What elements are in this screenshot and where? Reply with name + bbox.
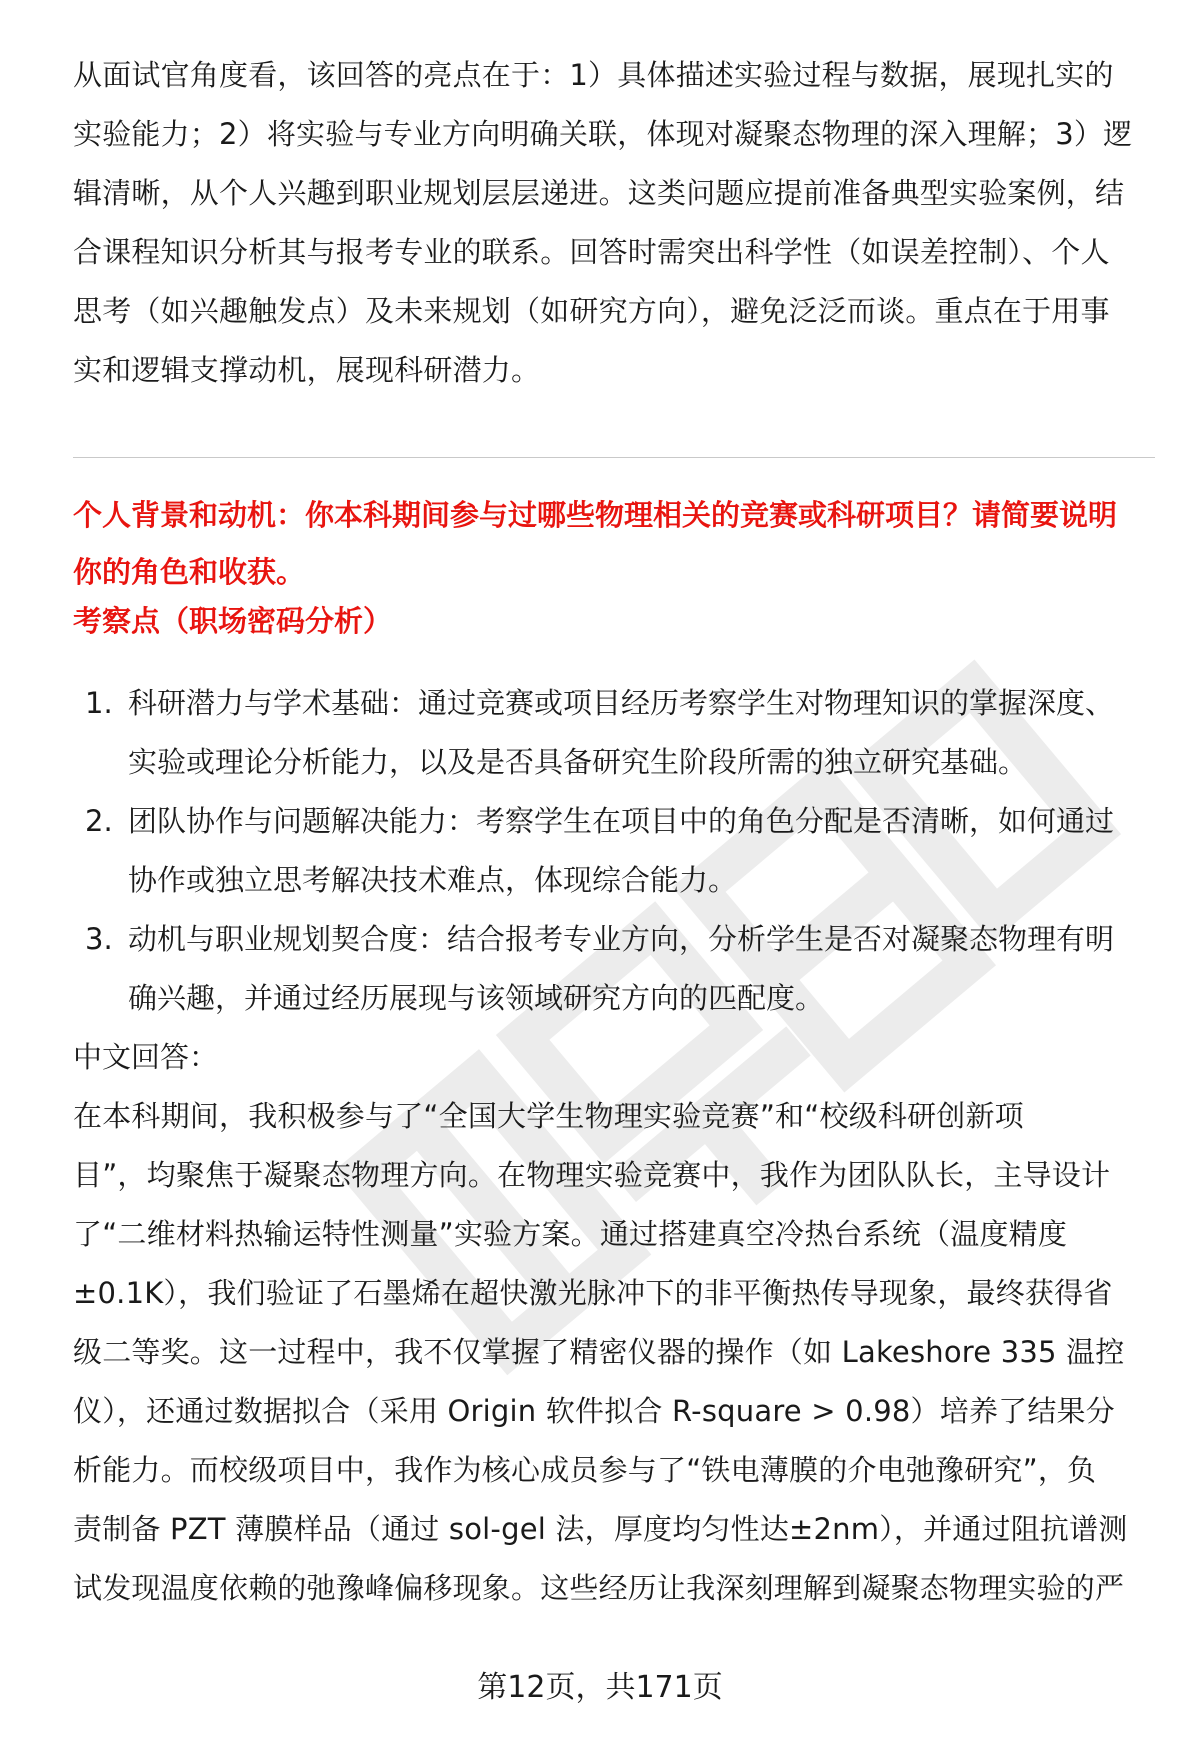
focus-points-list: [73, 674, 1155, 1028]
list-item-line: 团队协作与问题解决能力：考察学生在项目中的角色分配是否清晰，如何通过: [128, 804, 1115, 838]
question-heading: [73, 487, 1155, 601]
answer-line: 目”，均聚焦于凝聚态物理方向。在物理实验竞赛中，我作为团队队长，主导设计: [73, 1158, 1111, 1192]
section-divider: [73, 457, 1155, 458]
answer-line: 级二等奖。这一过程中，我不仅掌握了精密仪器的操作（如 Lakeshore 335 温控: [73, 1335, 1125, 1369]
intro-line: 辑清晰，从个人兴趣到职业规划层层递进。这类问题应提前准备典型实验案例，结: [73, 176, 1125, 210]
list-number: 1.: [85, 686, 113, 720]
answer-paragraph: [73, 1087, 1155, 1618]
answer-line: 析能力。而校级项目中，我作为核心成员参与了“铁电薄膜的介电弛豫研究”，负: [73, 1453, 1097, 1487]
intro-line: 从面试官角度看，该回答的亮点在于：1）具体描述实验过程与数据，展现扎实的: [73, 58, 1114, 92]
answer-line: 责制备 PZT 薄膜样品（通过 sol-gel 法，厚度均匀性达±2nm），并通过阻抗谱测: [73, 1512, 1128, 1546]
answer-label: 中文回答：: [73, 1040, 219, 1074]
list-item: [73, 792, 1155, 910]
answer-line: 了“二维材料热输运特性测量”实验方案。通过搭建真空冷热台系统（温度精度: [73, 1217, 1068, 1251]
answer-line: ±0.1K），我们验证了石墨烯在超快激光脉冲下的非平衡热传导现象，最终获得省: [73, 1276, 1113, 1310]
list-item-line: 动机与职业规划契合度：结合报考专业方向，分析学生是否对凝聚态物理有明: [128, 922, 1115, 956]
intro-line: 实和逻辑支撑动机，展现科研潜力。: [73, 353, 541, 387]
list-item: [73, 910, 1155, 1028]
answer-line: 仪），还通过数据拟合（采用 Origin 软件拟合 R-square > 0.98）培养了结果分: [73, 1394, 1115, 1428]
intro-paragraph: [73, 46, 1155, 400]
answer-line: 在本科期间，我积极参与了“全国大学生物理实验竞赛”和“校级科研创新项: [73, 1099, 1024, 1133]
question-line: 你的角色和收获。: [73, 555, 306, 589]
intro-line: 实验能力；2）将实验与专业方向明确关联，体现对凝聚态物理的深入理解；3）逻: [73, 117, 1133, 151]
list-item-line: 协作或独立思考解决技术难点，体现综合能力。: [128, 863, 738, 897]
list-item-line: 科研潜力与学术基础：通过竞赛或项目经历考察学生对物理知识的掌握深度、: [128, 686, 1115, 720]
list-item: [73, 674, 1155, 792]
question-line: 个人背景和动机：你本科期间参与过哪些物理相关的竞赛或科研项目？请简要说明: [73, 498, 1118, 532]
list-item-line: 实验或理论分析能力，以及是否具备研究生阶段所需的独立研究基础。: [128, 745, 1028, 779]
page-number-footer: 第12页，共171页: [477, 1670, 723, 1705]
answer-line: 试发现温度依赖的弛豫峰偏移现象。这些经历让我深刻理解到凝聚态物理实验的严: [73, 1571, 1125, 1605]
intro-line: 思考（如兴趣触发点）及未来规划（如研究方向），避免泛泛而谈。重点在于用事: [73, 294, 1110, 328]
list-number: 2.: [85, 804, 113, 838]
focus-heading: 考察点（职场密码分析）: [73, 604, 393, 638]
intro-line: 合课程知识分析其与报考专业的联系。回答时需突出科学性（如误差控制）、个人: [73, 235, 1110, 269]
list-item-line: 确兴趣，并通过经历展现与该领域研究方向的匹配度。: [128, 981, 825, 1015]
list-number: 3.: [85, 922, 113, 956]
